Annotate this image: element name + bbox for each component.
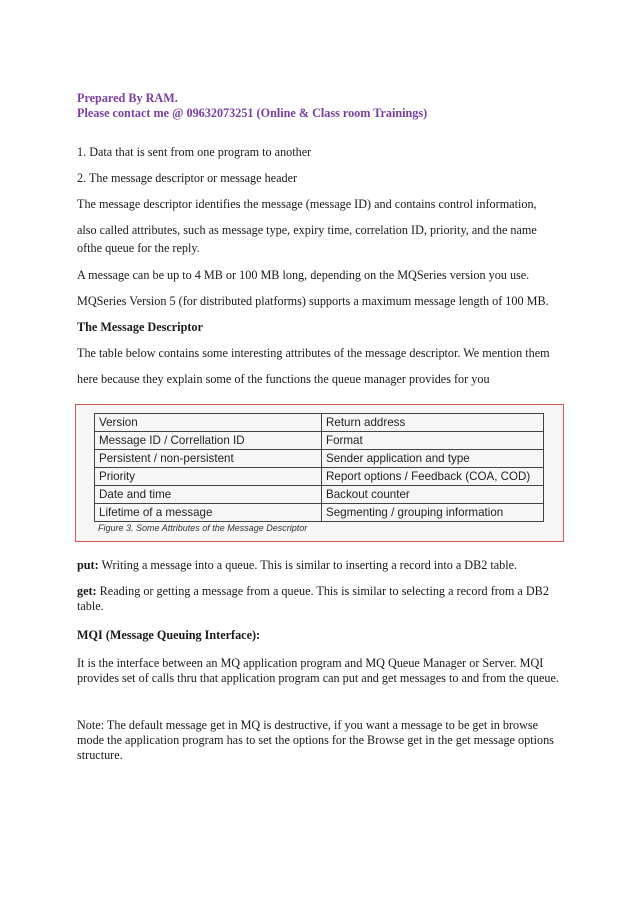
table-row — [95, 450, 544, 468]
attributes-table — [94, 413, 544, 522]
definition-put — [77, 558, 567, 573]
paragraph-4a: also called attributes, such as message type, expiry time, correlation ID, priority, and the name — [77, 223, 537, 237]
contact-line: Please contact me @ 09632073251 (Online & Class room Trainings) — [77, 106, 428, 120]
put-text: Writing a message into a queue. This is similar to inserting a record into a DB2 table. — [98, 558, 518, 572]
table-cell: Backout counter — [322, 486, 544, 504]
table-cell: Segmenting / grouping information — [322, 504, 544, 522]
table-cell: Date and time — [95, 486, 322, 504]
table-cell: Report options / Feedback (COA, COD) — [322, 468, 544, 486]
get-term: get: — [77, 584, 97, 598]
put-term: put: — [77, 558, 99, 572]
paragraph-7: The table below contains some interesting attributes of the message descriptor. We mention them — [77, 346, 550, 360]
table-cell: Priority — [95, 468, 322, 486]
table-cell: Persistent / non-persistent — [95, 450, 322, 468]
paragraph-1: 1. Data that is sent from one program to another — [77, 145, 312, 159]
table-row — [95, 486, 544, 504]
table-row — [95, 414, 544, 432]
table-cell: Format — [322, 432, 544, 450]
section-heading-message-descriptor: The Message Descriptor — [77, 320, 203, 334]
prepared-by-line: Prepared By RAM. — [77, 91, 178, 105]
table-cell: Message ID / Correllation ID — [95, 432, 322, 450]
figure-caption: Figure 3. Some Attributes of the Message Descriptor — [98, 523, 308, 533]
section-heading-mqi: MQI (Message Queuing Interface): — [77, 628, 261, 642]
table-cell: Version — [95, 414, 322, 432]
table-row — [95, 504, 544, 522]
paragraph-2: 2. The message descriptor or message header — [77, 171, 298, 185]
table-cell: Return address — [322, 414, 544, 432]
table-row — [95, 432, 544, 450]
table-row — [95, 468, 544, 486]
get-text: Reading or getting a message from a queue. This is similar to selecting a record from a DB2 table. — [77, 584, 549, 613]
definition-get — [77, 584, 567, 614]
table-cell: Lifetime of a message — [95, 504, 322, 522]
paragraph-8: here because they explain some of the functions the queue manager provides for you — [77, 372, 490, 386]
paragraph-mqi: It is the interface between an MQ application program and MQ Queue Manager or Server. MQI provides set of calls thru that application program can put and get messages to and from the queue. — [77, 656, 559, 685]
paragraph-4b: ofthe queue for the reply. — [77, 241, 200, 255]
paragraph-3: The message descriptor identifies the message (message ID) and contains control information, — [77, 197, 537, 211]
table-cell: Sender application and type — [322, 450, 544, 468]
paragraph-6: MQSeries Version 5 (for distributed platforms) supports a maximum message length of 100 MB. — [77, 294, 549, 308]
paragraph-5: A message can be up to 4 MB or 100 MB long, depending on the MQSeries version you use. — [77, 268, 530, 282]
message-descriptor-figure — [75, 404, 564, 542]
paragraph-note: Note: The default message get in MQ is destructive, if you want a message to be get in browse mode the application program has to set the options for the Browse get in the get message options structure. — [77, 718, 554, 762]
